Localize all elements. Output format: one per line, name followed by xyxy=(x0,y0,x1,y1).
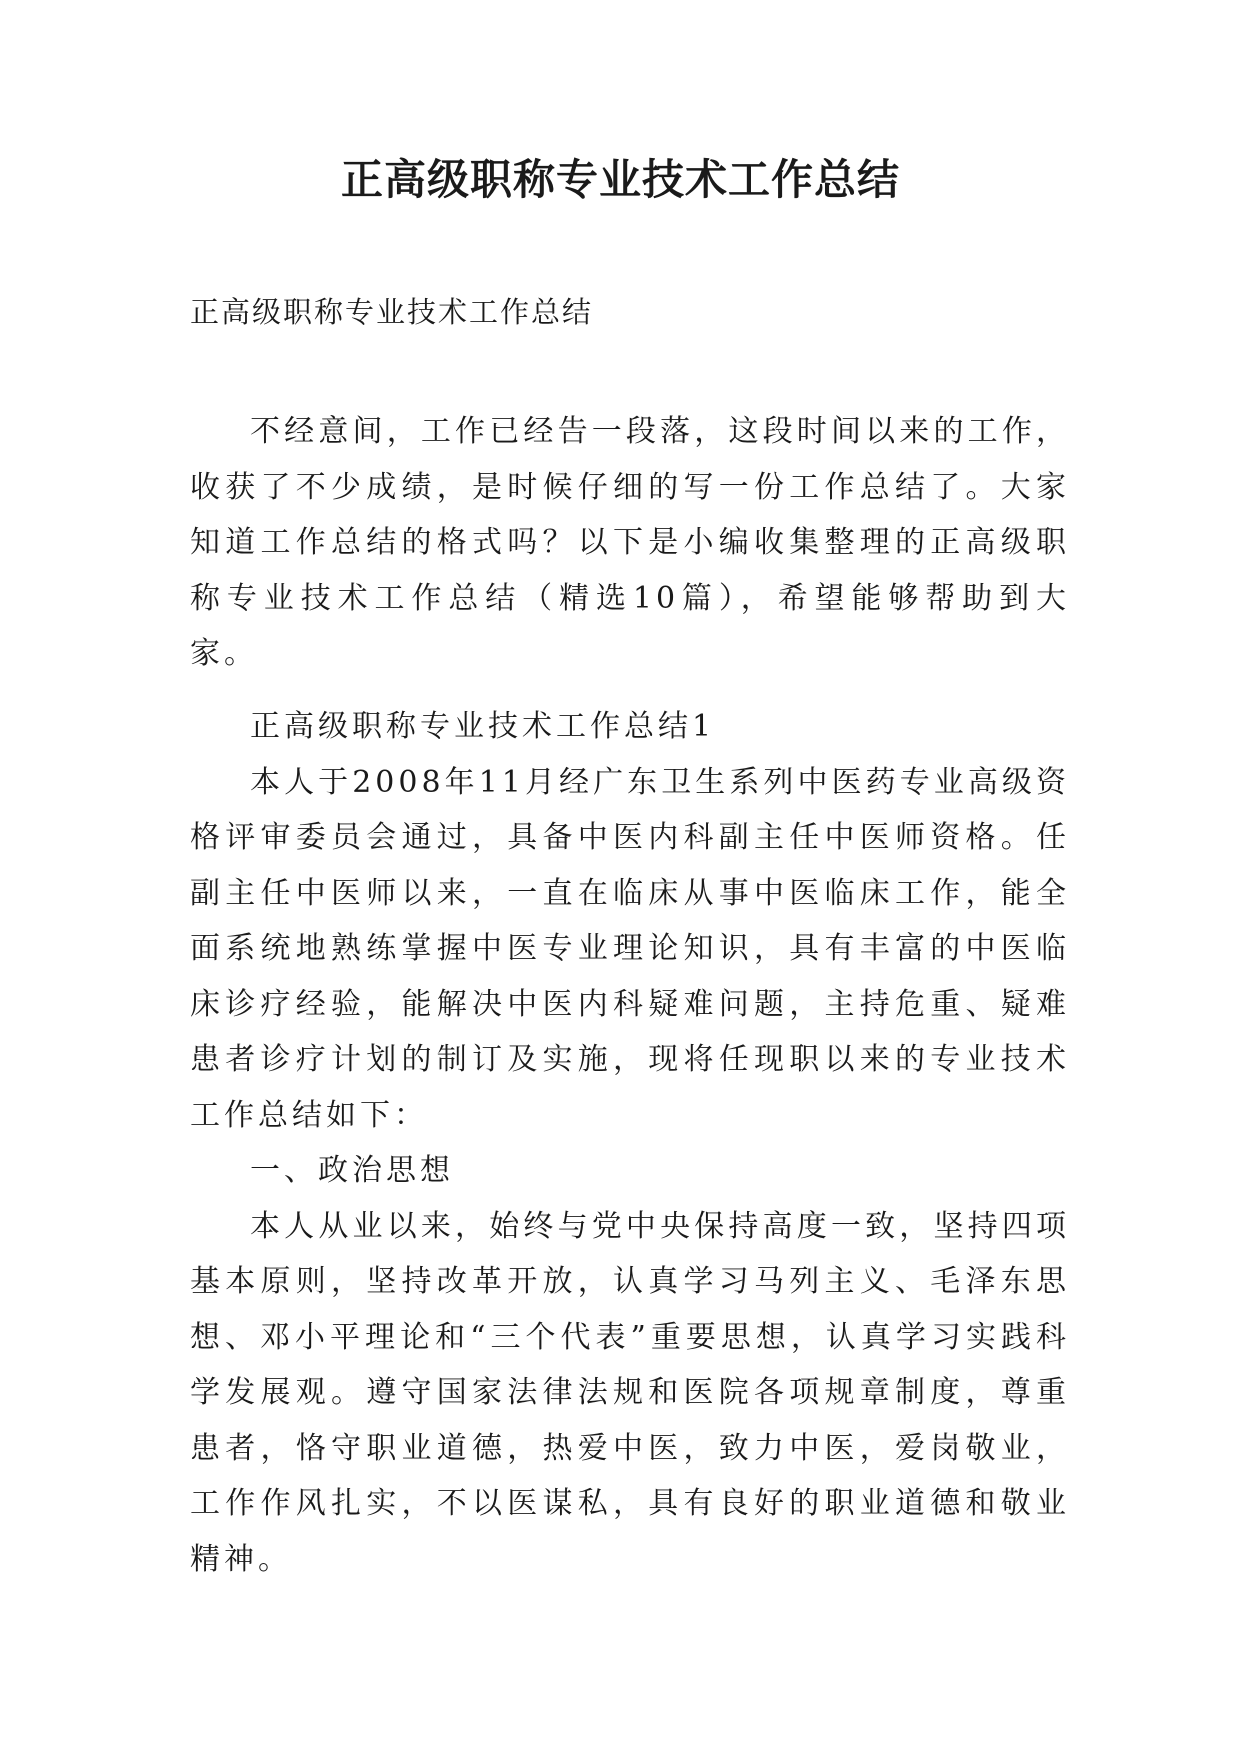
intro-paragraph: 不经意间，工作已经告一段落，这段时间以来的工作，收获了不少成绩，是时候仔细的写一份工作总结了。大家知道工作总结的格式吗？以下是小编收集整理的正高级职称专业技术工作总结（精选10篇），希望能够帮助到大家。 xyxy=(190,414,1070,671)
subheading-politics: 一、政治思想 xyxy=(250,1153,454,1188)
section-paragraph-1: 本人于2008年11月经广东卫生系列中医药专业高级资格评审委员会通过，具备中医内科副主任中医师资格。任副主任中医师以来，一直在临床从事中医临床工作，能全面系统地熟练掌握中医专业理论知识，具有丰富的中医临床诊疗经验，能解决中医内科疑难问题，主持危重、疑难患者诊疗计划的制订及实施，现将任现职以来的专业技术工作总结如下： xyxy=(190,764,1070,1133)
document-title: 正高级职称专业技术工作总结 xyxy=(340,155,900,204)
section-paragraph-2: 本人从业以来，始终与党中央保持高度一致，坚持四项基本原则，坚持改革开放，认真学习马列主义、毛泽东思想、邓小平理论和“三个代表”重要思想，认真学习实践科学发展观。遵守国家法律法规和医院各项规章制度，尊重患者，恪守职业道德，热爱中医，致力中医，爱岗敬业，工作作风扎实，不以医谋私，具有良好的职业道德和敬业精神。 xyxy=(190,1208,1070,1577)
intro-block xyxy=(190,404,1070,682)
section-heading: 正高级职称专业技术工作总结1 xyxy=(250,709,716,744)
document-subtitle: 正高级职称专业技术工作总结 xyxy=(190,295,594,329)
section-1 xyxy=(190,699,1070,1587)
